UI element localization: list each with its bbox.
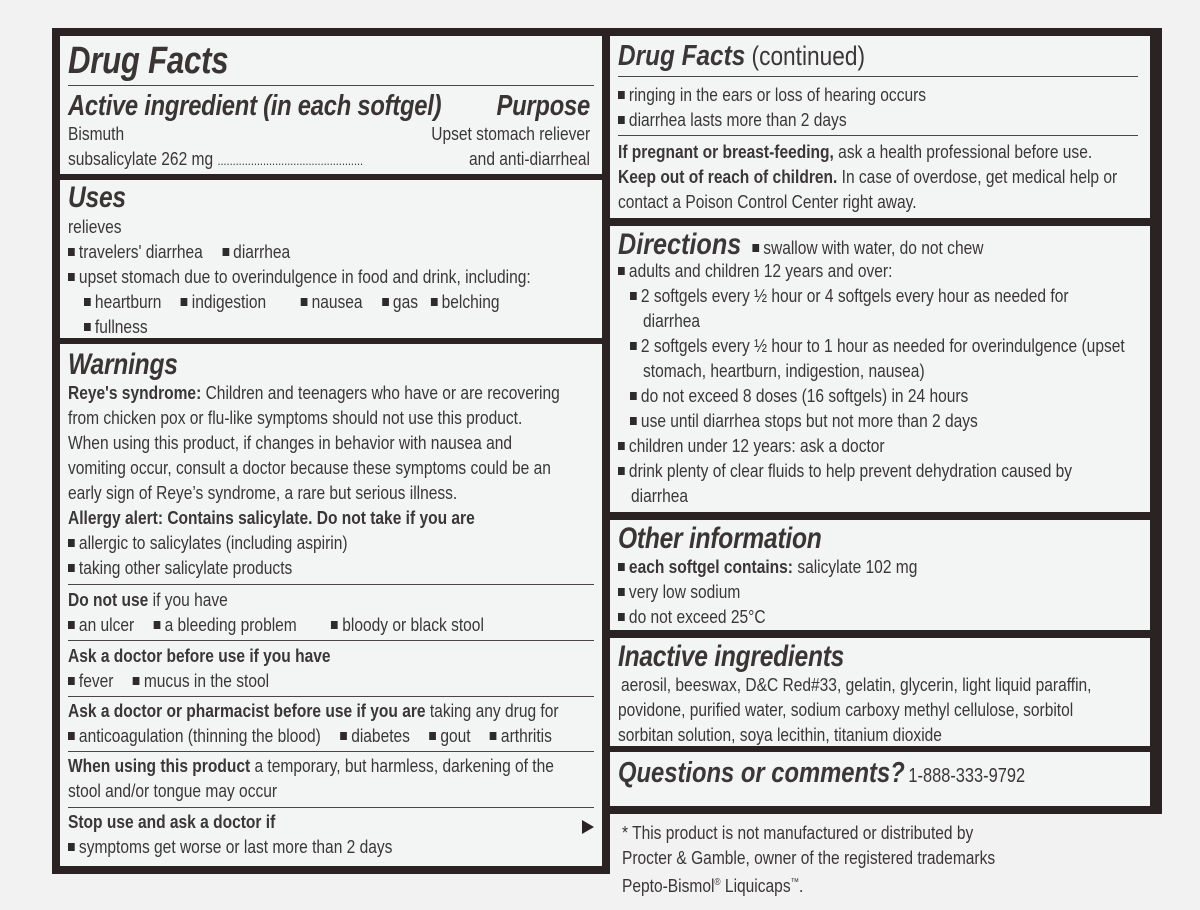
phone-number: 1-888-333-9792 xyxy=(908,765,1026,787)
keep-out-of-reach-warning: Keep out of reach of children. In case of overdose, get medical help or xyxy=(618,166,1118,187)
uses-title: Uses xyxy=(68,181,126,214)
inactive-ingredients-panel xyxy=(610,638,1150,746)
active-ingredient-heading: Active ingredient (in each softgel) xyxy=(68,90,442,122)
directions-dose-cont: diarrhea xyxy=(643,310,701,331)
bullet-icon xyxy=(618,467,625,475)
directions-item: drink plenty of clear fluids to help prevent dehydration caused by xyxy=(618,458,1072,483)
pregnant-warning: If pregnant or breast-feeding, ask a health professional before use. xyxy=(618,141,1093,162)
divider xyxy=(68,807,594,808)
bullet-icon xyxy=(630,392,637,400)
bullet-icon xyxy=(340,732,347,740)
bullet-icon xyxy=(68,677,75,685)
bullet-icon xyxy=(490,732,497,740)
bullet-icon xyxy=(431,298,438,306)
drug-facts-header-panel xyxy=(60,36,602,174)
softgel-contents: each softgel contains: salicylate 102 mg xyxy=(618,554,917,579)
trademark-mark: ™ xyxy=(790,877,799,888)
stop-use-heading: Stop use and ask a doctor if xyxy=(68,811,276,832)
bullet-icon xyxy=(618,613,625,621)
directions-item: adults and children 12 years and over: xyxy=(618,258,892,283)
allergy-item: allergic to salicylates (including aspirin) xyxy=(68,530,348,555)
bullet-icon xyxy=(752,244,759,252)
uses-row-1: travelers' diarrhea diarrhea xyxy=(68,239,290,264)
divider xyxy=(618,135,1138,136)
bullet-icon xyxy=(181,298,188,306)
purpose-line-2: and anti-diarrheal xyxy=(469,148,590,169)
purpose-heading: Purpose xyxy=(496,90,590,122)
drug-facts-title: Drug Facts xyxy=(68,40,229,82)
registered-mark: ® xyxy=(714,877,721,888)
leader-dots: ................................................ xyxy=(217,153,364,168)
directions-dose: do not exceed 8 doses (16 softgels) in 24 hours xyxy=(630,383,968,408)
bullet-icon xyxy=(331,621,338,629)
uses-panel xyxy=(60,180,602,338)
directions-panel xyxy=(610,226,1150,512)
stop-use-item: ringing in the ears or loss of hearing occurs xyxy=(618,82,926,107)
directions-dose: 2 softgels every ½ hour to 1 hour as needed for overindulgence (upset xyxy=(630,333,1125,358)
bullet-icon xyxy=(429,732,436,740)
bullet-icon xyxy=(301,298,308,306)
footnote-line: * This product is not manufactured or distributed by xyxy=(622,822,974,843)
uses-row-2: upset stomach due to overindulgence in food and drink, including: xyxy=(68,264,531,289)
footnote xyxy=(622,820,1066,898)
inactive-ingredients-title: Inactive ingredients xyxy=(618,640,845,673)
inactive-ingredients-text: aerosil, beeswax, D&C Red#33, gelatin, glycerin, light liquid paraffin, xyxy=(621,674,1092,695)
uses-row-3: heartburn indigestion nausea gas belching xyxy=(84,289,500,314)
warning-text: vomiting occur, consult a doctor because these symptoms could be an xyxy=(68,457,551,478)
bullet-icon xyxy=(618,442,625,450)
allergy-item: taking other salicylate products xyxy=(68,555,292,580)
stop-use-item: diarrhea lasts more than 2 days xyxy=(618,107,847,132)
divider xyxy=(68,751,594,752)
bullet-icon xyxy=(68,843,75,851)
continued-arrow-icon xyxy=(582,820,594,834)
directions-dose-cont: stomach, heartburn, indigestion, nausea) xyxy=(643,360,925,381)
ingredient-amount: subsalicylate 262 mg ................................................ xyxy=(68,148,364,169)
bullet-icon xyxy=(68,732,75,740)
bullet-icon xyxy=(68,539,75,547)
divider xyxy=(68,584,594,585)
bullet-icon xyxy=(618,116,625,124)
bullet-icon xyxy=(630,417,637,425)
bullet-icon xyxy=(618,267,625,275)
ask-doctor-heading: Ask a doctor before use if you have xyxy=(68,645,331,666)
questions-panel xyxy=(610,752,1150,806)
bullet-icon xyxy=(618,91,625,99)
uses-row-4: fullness xyxy=(84,314,148,338)
bullet-icon xyxy=(133,677,140,685)
uses-intro: relieves xyxy=(68,216,122,237)
other-information-panel xyxy=(610,520,1150,630)
when-using-heading: When using this product a temporary, but harmless, darkening of the xyxy=(68,755,554,776)
ask-doctor-items: fever mucus in the stool xyxy=(68,668,269,693)
bullet-icon xyxy=(84,298,91,306)
directions-item: children under 12 years: ask a doctor xyxy=(618,433,885,458)
continued-title: Drug Facts (continued) xyxy=(618,40,866,72)
bullet-icon xyxy=(222,248,229,256)
warnings-title: Warnings xyxy=(68,348,178,381)
divider xyxy=(68,85,594,86)
purpose-line-1: Upset stomach reliever xyxy=(431,123,590,144)
allergy-alert: Allergy alert: Contains salicylate. Do not take if you are xyxy=(68,507,475,528)
warning-text: from chicken pox or flu-like symptoms should not use this product. xyxy=(68,407,523,428)
bullet-icon xyxy=(618,563,625,571)
poison-control-text: contact a Poison Control Center right away. xyxy=(618,191,917,212)
do-not-use-heading: Do not use if you have xyxy=(68,589,228,610)
other-info-item: very low sodium xyxy=(618,579,740,604)
directions-item-cont: diarrhea xyxy=(631,485,689,506)
directions-dose: 2 softgels every ½ hour or 4 softgels every hour as needed for xyxy=(630,283,1069,308)
inactive-ingredients-text: povidone, purified water, sodium carboxy methyl cellulose, sorbitol xyxy=(618,699,1074,720)
bullet-icon xyxy=(630,292,637,300)
bullet-icon xyxy=(382,298,389,306)
footnote-line: Procter & Gamble, owner of the registered trademarks xyxy=(622,847,996,868)
other-info-item: do not exceed 25°C xyxy=(618,604,766,629)
when-using-text: stool and/or tongue may occur xyxy=(68,780,278,801)
bullet-icon xyxy=(68,273,75,281)
inactive-ingredients-text: sorbitan solution, soya lecithin, titanium dioxide xyxy=(618,724,942,745)
bullet-icon xyxy=(68,248,75,256)
questions-heading: Questions or comments? 1-888-333-9792 xyxy=(618,757,1026,789)
bullet-icon xyxy=(68,621,75,629)
warning-text: early sign of Reye’s syndrome, a rare but serious illness. xyxy=(68,482,458,503)
directions-dose: use until diarrhea stops but not more than 2 days xyxy=(630,408,978,433)
ask-pharmacist-items: anticoagulation (thinning the blood) diabetes gout arthritis xyxy=(68,723,552,748)
warnings-panel xyxy=(60,344,602,866)
warning-text: When using this product, if changes in behavior with nausea and xyxy=(68,432,513,453)
divider xyxy=(68,696,594,697)
divider xyxy=(68,640,594,641)
reyes-syndrome-warning: Reye's syndrome: Children and teenagers who have or are recovering xyxy=(68,382,560,403)
bullet-icon xyxy=(154,621,161,629)
footnote-line: Pepto-Bismol® Liquicaps™. xyxy=(622,875,804,897)
bullet-icon xyxy=(84,323,91,331)
ingredient-name: Bismuth xyxy=(68,123,125,144)
ask-pharmacist-heading: Ask a doctor or pharmacist before use if you are taking any drug for xyxy=(68,700,559,721)
do-not-use-items: an ulcer a bleeding problem bloody or black stool xyxy=(68,612,484,637)
bullet-icon xyxy=(68,564,75,572)
stop-use-item: symptoms get worse or last more than 2 days xyxy=(68,834,392,859)
bullet-icon xyxy=(630,342,637,350)
drug-facts-continued-panel xyxy=(610,36,1150,218)
divider xyxy=(618,76,1138,77)
bullet-icon xyxy=(618,588,625,596)
other-information-title: Other information xyxy=(618,522,822,555)
directions-heading: Directions swallow with water, do not chew xyxy=(618,228,984,261)
